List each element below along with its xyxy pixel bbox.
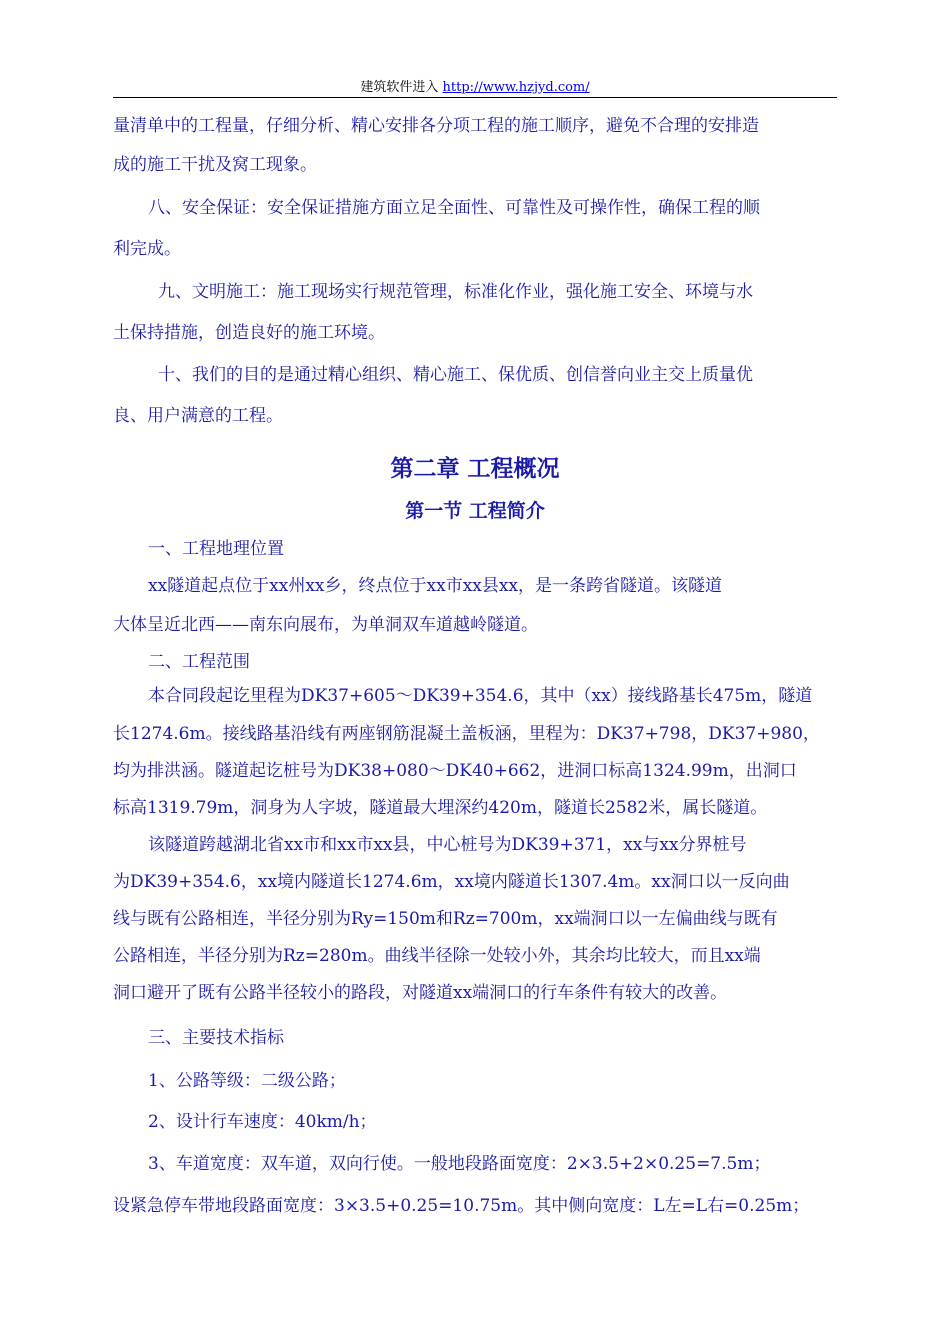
- paragraph-line: 量清单中的工程量，仔细分析、精心安排各分项工程的施工顺序，避免不合理的安排造: [113, 116, 759, 136]
- section-title: 第一节 工程简介: [405, 500, 545, 522]
- list-item: 2、设计行车速度：40km/h；: [148, 1112, 377, 1132]
- paragraph-line: 九、文明施工：施工现场实行规范管理，标准化作业，强化施工安全、环境与水: [158, 282, 753, 302]
- paragraph-line: 长1274.6m。接线路基沿线有两座钢筋混凝土盖板涵，里程为：DK37+798，DK37+980，: [113, 724, 820, 744]
- paragraph-line: 土保持措施，创造良好的施工环境。: [113, 323, 385, 343]
- paragraph-line: 该隧道跨越湖北省xx市和xx市xx县，中心桩号为DK39+371，xx与xx分界桩号: [148, 835, 747, 855]
- chapter-title: 第二章 工程概况: [390, 456, 560, 482]
- paragraph-line: xx隧道起点位于xx州xx乡，终点位于xx市xx县xx，是一条跨省隧道。该隧道: [148, 576, 723, 596]
- paragraph-line: 线与既有公路相连，半径分别为Ry=150m和Rz=700m，xx端洞口以一左偏曲线与既有: [113, 909, 778, 929]
- subheading: 一、工程地理位置: [148, 539, 284, 559]
- paragraph-line: 标高1319.79m，洞身为人字坡，隧道最大埋深约420m，隧道长2582米，属长隧道。: [113, 798, 768, 818]
- page-header: [0, 76, 950, 95]
- paragraph-line: 良、用户满意的工程。: [113, 406, 283, 426]
- paragraph-line: 本合同段起讫里程为DK37+605～DK39+354.6，其中（xx）接线路基长475m，隧道: [148, 686, 813, 706]
- paragraph-line: 设紧急停车带地段路面宽度：3×3.5+0.25=10.75m。其中侧向宽度：L左=L右=0.25m；: [113, 1196, 810, 1216]
- header-prefix: 建筑软件进入: [360, 80, 439, 95]
- list-item: 3、车道宽度：双车道，双向行使。一般地段路面宽度：2×3.5+2×0.25=7.5m；: [148, 1154, 771, 1174]
- subheading: 二、工程范围: [148, 652, 250, 672]
- paragraph-line: 十、我们的目的是通过精心组织、精心施工、保优质、创信誉向业主交上质量优: [158, 365, 753, 385]
- paragraph-line: 八、安全保证：安全保证措施方面立足全面性、可靠性及可操作性，确保工程的顺: [148, 198, 760, 218]
- paragraph-line: 成的施工干扰及窝工现象。: [113, 155, 317, 175]
- paragraph-line: 洞口避开了既有公路半径较小的路段，对隧道xx端洞口的行车条件有较大的改善。: [113, 983, 728, 1003]
- header-divider: [113, 97, 837, 98]
- paragraph-line: 均为排洪涵。隧道起讫桩号为DK38+080～DK40+662，进洞口标高1324.99m，出洞口: [113, 761, 797, 781]
- paragraph-line: 利完成。: [113, 239, 181, 259]
- paragraph-line: 为DK39+354.6，xx境内隧道长1274.6m，xx境内隧道长1307.4m。xx洞口以一反向曲: [113, 872, 790, 892]
- subheading: 三、主要技术指标: [148, 1028, 284, 1048]
- header-link[interactable]: http://www.hzjyd.com/: [442, 80, 590, 95]
- paragraph-line: 公路相连，半径分别为Rz=280m。曲线半径除一处较小外，其余均比较大，而且xx端: [113, 946, 761, 966]
- paragraph-line: 大体呈近北西——南东向展布，为单洞双车道越岭隧道。: [113, 615, 538, 635]
- list-item: 1、公路等级：二级公路；: [148, 1071, 346, 1091]
